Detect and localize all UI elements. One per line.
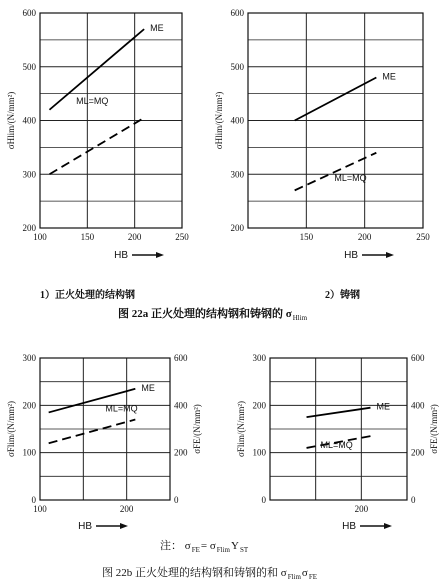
x-tick-label: 250: [175, 232, 189, 242]
x-axis-label: HB: [344, 250, 358, 261]
series-label: ML=MQ: [334, 172, 367, 183]
y-tick-label: 300: [22, 169, 36, 180]
y-right-tick-label: 0: [174, 495, 179, 505]
y-tick-label: 600: [22, 8, 36, 18]
sub-caption-2: 2）铸钢: [325, 290, 360, 301]
series-label: ML=MQ: [76, 95, 109, 106]
y-right-tick-label: 0: [411, 495, 416, 505]
y-tick-label: 400: [22, 115, 36, 126]
y-tick-label: 200: [22, 400, 36, 411]
series-label: ME: [376, 401, 390, 412]
chart-a1: [6, 8, 189, 261]
series-label: ME: [150, 23, 164, 34]
y-tick-label: 100: [252, 447, 266, 458]
series-line-mlmq: [295, 153, 377, 191]
series-line-mlmq: [49, 118, 144, 174]
x-tick-label: 200: [127, 232, 142, 242]
chart-b2: [236, 353, 439, 532]
x-tick-label: 150: [299, 232, 314, 242]
x-axis-arrow-head: [120, 523, 128, 529]
series-label: ML=MQ: [320, 440, 353, 451]
x-axis-label: HB: [114, 250, 128, 261]
y-tick-label: 0: [31, 495, 36, 505]
series-line-me: [295, 78, 377, 121]
chart-a2: [214, 8, 430, 261]
note-sub-fe: FE: [191, 546, 200, 554]
chart-b1: [6, 353, 202, 532]
series-label: ML=MQ: [105, 403, 138, 414]
series-line-mlmq: [49, 420, 136, 444]
figure-b-caption: 图 22b 正火处理的结构钢和铸钢的和 σ: [102, 567, 287, 579]
x-tick-label: 200: [357, 232, 372, 242]
x-axis-label: HB: [78, 521, 92, 532]
note-end: Y: [230, 540, 239, 552]
y-tick-label: 300: [22, 353, 36, 363]
x-tick-label: 200: [354, 504, 369, 514]
series-label: ME: [382, 71, 396, 82]
y-tick-label: 100: [22, 447, 36, 458]
y-tick-label: 600: [230, 8, 244, 18]
y-right-axis-label: σFE/(N/mm²): [429, 404, 439, 454]
note-sub-flim: Flim: [216, 546, 230, 554]
y-tick-label: 200: [22, 223, 36, 233]
figure-b-caption-sub-flim: Flim: [287, 573, 301, 581]
y-right-tick-label: 400: [411, 400, 425, 411]
figure-a-caption-sub: Hlim: [292, 314, 308, 322]
x-tick-label: 100: [33, 504, 47, 514]
y-right-tick-label: 200: [411, 447, 425, 458]
x-axis-label: HB: [342, 521, 356, 532]
y-tick-label: 500: [22, 61, 36, 72]
sub-caption-1: 1）正火处理的结构钢: [40, 290, 135, 301]
figure-b-caption-sub-fe: FE: [308, 573, 318, 581]
figure-b-caption-mid: σ: [301, 567, 308, 579]
y-tick-label: 300: [252, 353, 266, 363]
x-tick-label: 250: [416, 232, 430, 242]
y-right-tick-label: 600: [411, 353, 425, 363]
note-mid: = σ: [200, 540, 216, 552]
x-tick-label: 150: [80, 232, 95, 242]
y-axis-label: σHlim/(N/mm²): [214, 91, 224, 150]
y-axis-label: σFlim/(N/mm²): [6, 400, 16, 458]
x-axis-arrow-head: [156, 252, 164, 258]
y-tick-label: 200: [252, 400, 266, 411]
note-sub-st: ST: [239, 546, 249, 554]
y-axis-label: σHlim/(N/mm²): [6, 91, 16, 150]
y-tick-label: 400: [230, 115, 244, 126]
y-tick-label: 500: [230, 61, 244, 72]
x-axis-arrow-head: [384, 523, 392, 529]
y-right-tick-label: 200: [174, 447, 188, 458]
figure-a-caption: 图 22a 正火处理的结构钢和铸钢的 σ: [118, 308, 292, 320]
y-tick-label: 300: [230, 169, 244, 180]
y-axis-label: σFlim/(N/mm²): [236, 400, 246, 458]
y-right-axis-label: σFE/(N/mm²): [192, 404, 202, 454]
x-tick-label: 200: [119, 504, 134, 514]
note-text: 注： σ: [160, 540, 191, 552]
y-tick-label: 200: [230, 223, 244, 233]
y-right-tick-label: 600: [174, 353, 188, 363]
series-label: ME: [141, 382, 155, 393]
x-axis-arrow-head: [386, 252, 394, 258]
y-right-tick-label: 400: [174, 400, 188, 411]
x-tick-label: 100: [33, 232, 47, 242]
y-tick-label: 0: [261, 495, 266, 505]
